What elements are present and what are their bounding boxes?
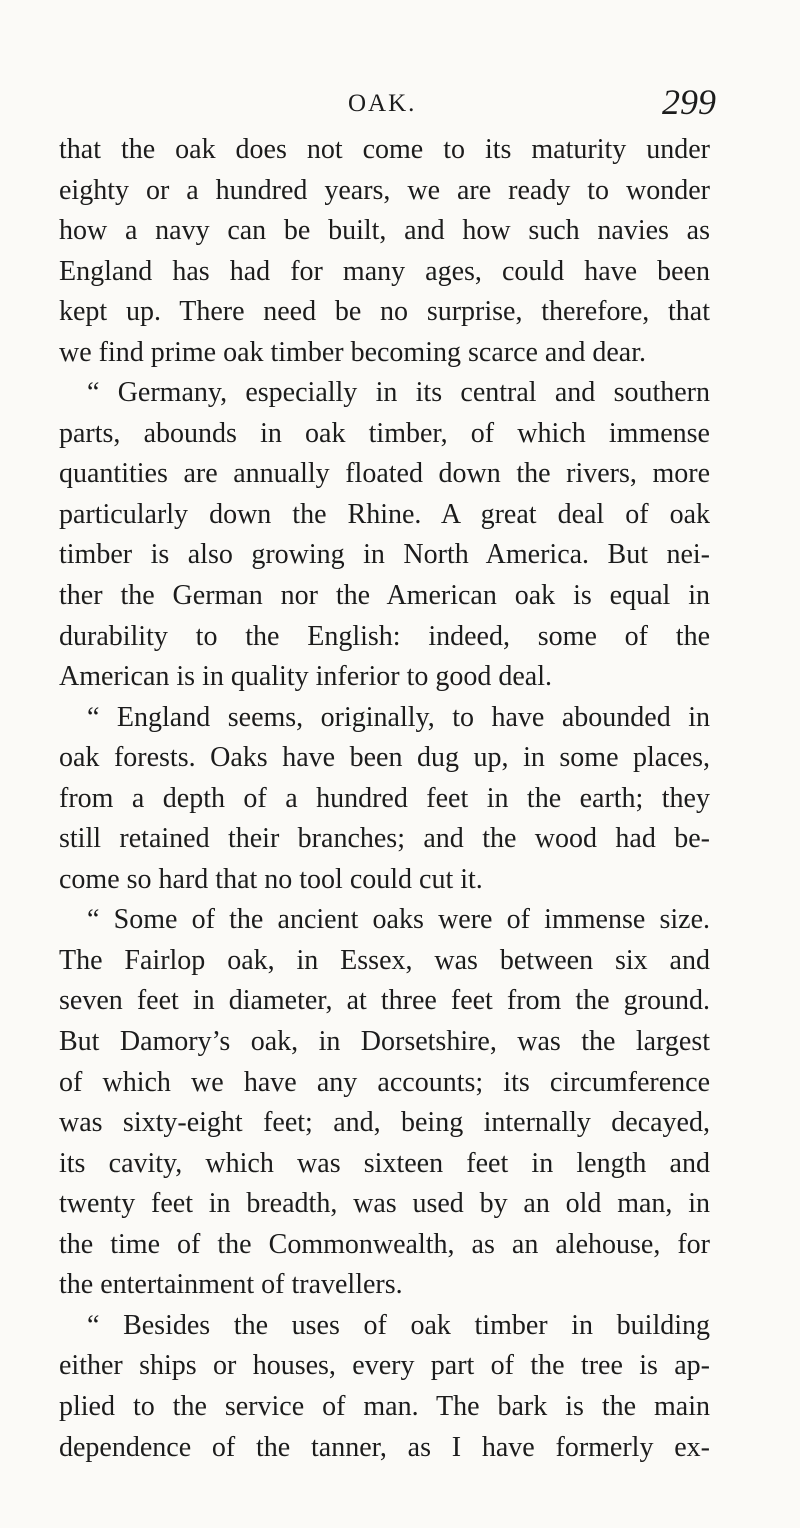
text-line: the time of the Commonwealth, as an alehouse, for: [59, 1228, 710, 1260]
paragraph-start-line: “ Germany, especially in its central and southern: [87, 377, 710, 409]
text-line: come so hard that no tool could cut it.: [59, 863, 483, 895]
running-head: [0, 84, 800, 124]
body-text: [59, 130, 710, 1468]
text-line: plied to the service of man. The bark is the main: [59, 1390, 710, 1422]
text-line: durability to the English: indeed, some of the: [59, 620, 710, 652]
text-line: oak forests. Oaks have been dug up, in some places,: [59, 742, 710, 774]
running-head-title: OAK.: [348, 90, 417, 117]
text-line: its cavity, which was sixteen feet in length and: [59, 1147, 710, 1179]
text-line: how a navy can be built, and how such navies as: [59, 215, 710, 247]
text-line: that the oak does not come to its maturity under: [59, 134, 710, 165]
paragraph-start-line: “ Besides the uses of oak timber in building: [87, 1309, 710, 1341]
text-line: the entertainment of travellers.: [59, 1269, 403, 1301]
text-line: England has had for many ages, could have been: [59, 255, 710, 287]
text-line: dependence of the tanner, as I have formerly ex-: [59, 1431, 710, 1463]
text-line: quantities are annually floated down the rivers, more: [59, 458, 710, 490]
text-line: either ships or houses, every part of the tree is ap-: [59, 1350, 710, 1382]
text-line: timber is also growing in North America. But nei-: [59, 539, 710, 571]
paragraph-start-line: “ England seems, originally, to have abounded in: [87, 701, 710, 733]
text-line: kept up. There need be no surprise, therefore, that: [59, 296, 710, 328]
text-line: But Damory’s oak, in Dorsetshire, was the largest: [59, 1026, 710, 1058]
text-line: was sixty-eight feet; and, being internally decayed,: [59, 1107, 710, 1139]
text-line: still retained their branches; and the wood had be-: [59, 823, 710, 855]
paragraph-start-line: “ Some of the ancient oaks were of immense size.: [87, 904, 710, 936]
text-line: parts, abounds in oak timber, of which immense: [59, 417, 710, 449]
text-line: particularly down the Rhine. A great deal of oak: [59, 498, 710, 530]
text-line: from a depth of a hundred feet in the earth; they: [59, 782, 710, 814]
text-line: American is in quality inferior to good deal.: [59, 661, 552, 693]
text-line: eighty or a hundred years, we are ready to wonder: [59, 174, 710, 206]
page-number: 299: [662, 82, 716, 122]
text-line: The Fairlop oak, in Essex, was between six and: [59, 944, 710, 976]
text-line: we find prime oak timber becoming scarce and dear.: [59, 336, 646, 368]
text-line: of which we have any accounts; its circumference: [59, 1066, 710, 1098]
text-line: seven feet in diameter, at three feet from the ground.: [59, 985, 710, 1017]
text-line: twenty feet in breadth, was used by an old man, in: [59, 1188, 710, 1220]
text-line: ther the German nor the American oak is equal in: [59, 580, 710, 612]
